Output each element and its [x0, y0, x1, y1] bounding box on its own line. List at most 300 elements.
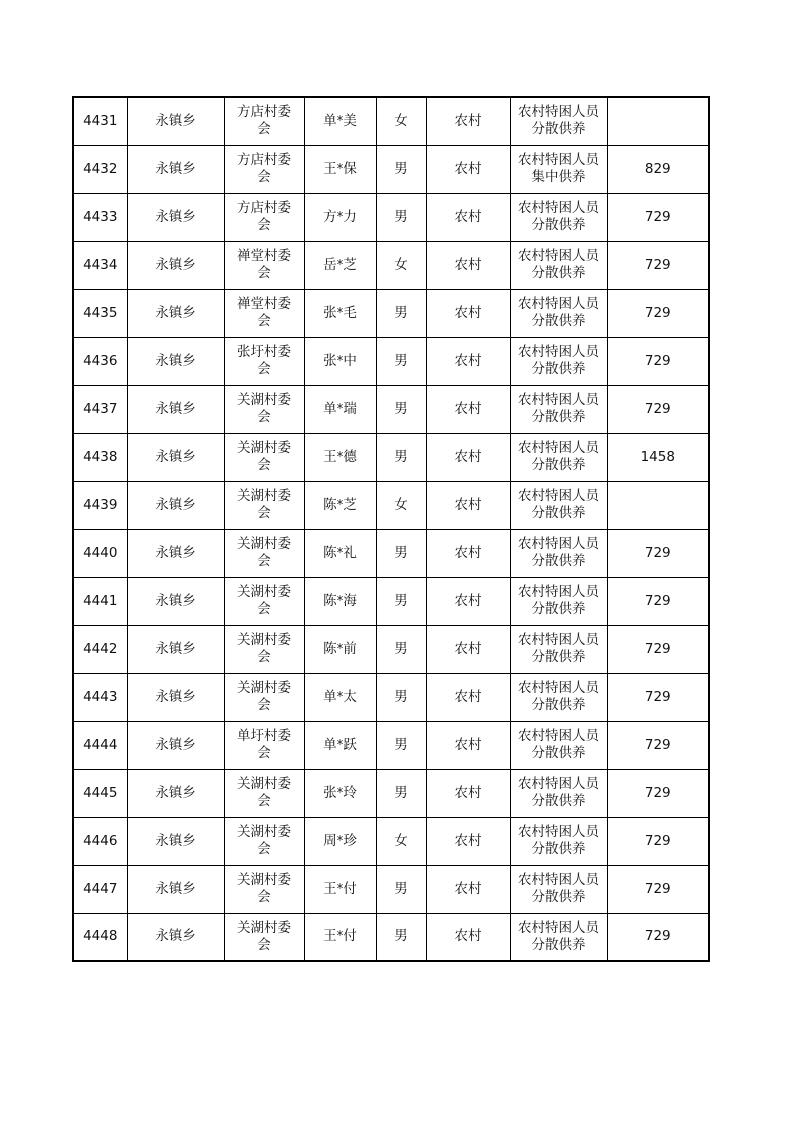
gender-cell-text: 男 [394, 208, 408, 225]
village-committee-cell-text: 方店村委会 [237, 104, 291, 138]
row-number-cell [73, 865, 127, 913]
gender-cell-text: 男 [394, 448, 408, 465]
gender-cell [376, 481, 426, 529]
table-body [73, 97, 709, 961]
amount-cell-text: 729 [644, 688, 671, 705]
support-category-cell [510, 145, 607, 193]
gender-cell-text: 男 [394, 544, 408, 561]
support-category-cell-text: 农村特困人员分散供养 [518, 632, 599, 665]
person-name-cell-text: 王*德 [323, 448, 357, 465]
village-committee-cell-text: 方店村委会 [237, 152, 291, 185]
person-name-cell [304, 241, 376, 289]
support-category-cell-text: 农村特困人员分散供养 [518, 824, 599, 857]
township-cell-text: 永镇乡 [155, 256, 196, 273]
row-number-cell-text: 4439 [83, 496, 118, 513]
area-type-cell [426, 817, 510, 865]
row-number-cell-text: 4432 [83, 160, 118, 177]
row-number-cell-text: 4431 [83, 112, 118, 129]
row-number-cell [73, 433, 127, 481]
township-cell-text: 永镇乡 [155, 496, 196, 513]
amount-cell-text: 729 [644, 592, 671, 609]
person-name-cell-text: 陈*前 [323, 640, 357, 657]
row-number-cell [73, 385, 127, 433]
area-type-cell-text: 农村 [454, 400, 482, 417]
support-category-cell [510, 433, 607, 481]
village-committee-cell [224, 529, 304, 577]
person-name-cell [304, 481, 376, 529]
support-category-cell-text: 农村特困人员分散供养 [518, 584, 599, 617]
amount-cell [607, 673, 709, 721]
village-committee-cell [224, 433, 304, 481]
area-type-cell [426, 721, 510, 769]
person-name-cell-text: 单*太 [323, 688, 357, 705]
amount-cell [607, 721, 709, 769]
table-row [73, 673, 709, 721]
row-number-cell-text: 4440 [83, 544, 118, 561]
township-cell [127, 97, 224, 145]
amount-cell [607, 577, 709, 625]
support-category-cell [510, 577, 607, 625]
gender-cell [376, 625, 426, 673]
gender-cell-text: 女 [394, 112, 408, 129]
area-type-cell [426, 865, 510, 913]
person-name-cell [304, 97, 376, 145]
row-number-cell [73, 145, 127, 193]
row-number-cell [73, 241, 127, 289]
gender-cell-text: 男 [394, 736, 408, 753]
area-type-cell-text: 农村 [454, 928, 482, 945]
township-cell-text: 永镇乡 [155, 208, 196, 225]
table-row [73, 625, 709, 673]
gender-cell [376, 865, 426, 913]
township-cell-text: 永镇乡 [155, 448, 196, 465]
support-category-cell [510, 337, 607, 385]
support-category-cell [510, 289, 607, 337]
township-cell-text: 永镇乡 [155, 160, 196, 177]
person-name-cell [304, 145, 376, 193]
area-type-cell [426, 97, 510, 145]
area-type-cell [426, 529, 510, 577]
village-committee-cell-text: 关湖村委会 [237, 488, 291, 521]
row-number-cell [73, 769, 127, 817]
village-committee-cell [224, 385, 304, 433]
gender-cell [376, 337, 426, 385]
village-committee-cell-text: 关湖村委会 [237, 919, 291, 953]
gender-cell [376, 769, 426, 817]
table-row [73, 721, 709, 769]
gender-cell [376, 817, 426, 865]
village-committee-cell-text: 禅堂村委会 [237, 296, 291, 329]
person-name-cell-text: 方*力 [323, 208, 357, 225]
person-name-cell-text: 张*玲 [323, 784, 357, 801]
gender-cell-text: 男 [394, 400, 408, 417]
village-committee-cell [224, 193, 304, 241]
township-cell [127, 385, 224, 433]
person-name-cell [304, 721, 376, 769]
amount-cell [607, 433, 709, 481]
village-committee-cell-text: 关湖村委会 [237, 392, 291, 425]
township-cell [127, 241, 224, 289]
support-category-cell-text: 农村特困人员分散供养 [518, 536, 599, 569]
row-number-cell-text: 4444 [83, 736, 118, 753]
village-committee-cell-text: 方店村委会 [237, 200, 291, 233]
township-cell [127, 913, 224, 961]
village-committee-cell [224, 913, 304, 961]
area-type-cell-text: 农村 [454, 304, 482, 321]
amount-cell [607, 337, 709, 385]
township-cell [127, 625, 224, 673]
gender-cell-text: 男 [394, 784, 408, 801]
table-row [73, 97, 709, 145]
township-cell-text: 永镇乡 [155, 592, 196, 609]
support-category-cell-text: 农村特困人员集中供养 [518, 152, 599, 185]
support-category-cell-text: 农村特困人员分散供养 [518, 392, 599, 425]
support-category-cell-text: 农村特困人员分散供养 [518, 680, 599, 713]
person-name-cell-text: 单*瑞 [323, 400, 357, 417]
amount-cell-text: 729 [644, 928, 671, 945]
support-category-cell-text: 农村特困人员分散供养 [518, 776, 599, 809]
person-name-cell [304, 289, 376, 337]
person-name-cell [304, 529, 376, 577]
township-cell-text: 永镇乡 [155, 928, 196, 945]
village-committee-cell [224, 241, 304, 289]
row-number-cell-text: 4435 [83, 304, 118, 321]
gender-cell-text: 男 [394, 160, 408, 177]
person-name-cell-text: 岳*芝 [323, 256, 357, 273]
gender-cell-text: 男 [394, 880, 408, 897]
village-committee-cell-text: 张圩村委会 [237, 344, 291, 377]
support-category-cell [510, 193, 607, 241]
village-committee-cell-text: 关湖村委会 [237, 584, 291, 617]
gender-cell [376, 97, 426, 145]
row-number-cell [73, 673, 127, 721]
row-number-cell [73, 577, 127, 625]
township-cell [127, 577, 224, 625]
support-category-cell-text: 农村特困人员分散供养 [518, 728, 599, 761]
village-committee-cell-text: 单圩村委会 [237, 728, 291, 761]
amount-cell [607, 769, 709, 817]
person-name-cell [304, 625, 376, 673]
township-cell [127, 769, 224, 817]
amount-cell-text: 729 [644, 832, 671, 849]
row-number-cell-text: 4443 [83, 688, 118, 705]
row-number-cell [73, 481, 127, 529]
area-type-cell-text: 农村 [454, 736, 482, 753]
gender-cell-text: 男 [394, 304, 408, 321]
area-type-cell-text: 农村 [454, 688, 482, 705]
row-number-cell-text: 4437 [83, 400, 118, 417]
area-type-cell [426, 145, 510, 193]
support-category-cell [510, 913, 607, 961]
support-category-cell-text: 农村特困人员分散供养 [518, 248, 599, 281]
township-cell [127, 817, 224, 865]
gender-cell-text: 女 [394, 256, 408, 273]
gender-cell [376, 193, 426, 241]
row-number-cell [73, 721, 127, 769]
area-type-cell [426, 337, 510, 385]
amount-cell-text: 729 [644, 880, 671, 897]
village-committee-cell [224, 97, 304, 145]
support-category-cell-text: 农村特困人员分散供养 [518, 872, 599, 905]
amount-cell [607, 481, 709, 529]
amount-cell-text: 1458 [640, 448, 675, 465]
area-type-cell-text: 农村 [454, 352, 482, 369]
village-committee-cell [224, 481, 304, 529]
row-number-cell [73, 337, 127, 385]
area-type-cell [426, 481, 510, 529]
person-name-cell-text: 陈*海 [323, 592, 357, 609]
support-category-cell [510, 769, 607, 817]
township-cell-text: 永镇乡 [155, 688, 196, 705]
village-committee-cell [224, 721, 304, 769]
township-cell-text: 永镇乡 [155, 784, 196, 801]
township-cell [127, 289, 224, 337]
row-number-cell [73, 193, 127, 241]
township-cell-text: 永镇乡 [155, 400, 196, 417]
area-type-cell [426, 913, 510, 961]
gender-cell-text: 女 [394, 496, 408, 513]
table-row [73, 337, 709, 385]
township-cell [127, 145, 224, 193]
row-number-cell-text: 4446 [83, 832, 118, 849]
amount-cell-text: 729 [644, 352, 671, 369]
person-name-cell-text: 陈*芝 [323, 496, 357, 513]
row-number-cell-text: 4445 [83, 784, 118, 801]
row-number-cell-text: 4448 [83, 928, 118, 945]
gender-cell-text: 男 [394, 928, 408, 945]
support-category-cell [510, 721, 607, 769]
village-committee-cell [224, 577, 304, 625]
township-cell-text: 永镇乡 [155, 112, 196, 129]
person-name-cell [304, 769, 376, 817]
gender-cell [376, 433, 426, 481]
amount-cell [607, 625, 709, 673]
gender-cell [376, 529, 426, 577]
row-number-cell [73, 97, 127, 145]
support-category-cell [510, 673, 607, 721]
person-name-cell-text: 张*中 [323, 352, 357, 369]
area-type-cell [426, 577, 510, 625]
amount-cell-text: 729 [644, 400, 671, 417]
table-row [73, 193, 709, 241]
amount-cell-text: 729 [644, 304, 671, 321]
row-number-cell [73, 913, 127, 961]
area-type-cell-text: 农村 [454, 448, 482, 465]
village-committee-cell [224, 145, 304, 193]
amount-cell-text: 729 [644, 640, 671, 657]
person-name-cell [304, 433, 376, 481]
township-cell [127, 721, 224, 769]
support-category-cell [510, 97, 607, 145]
table-row [73, 529, 709, 577]
gender-cell [376, 385, 426, 433]
row-number-cell-text: 4433 [83, 208, 118, 225]
person-name-cell [304, 193, 376, 241]
support-category-cell-text: 农村特困人员分散供养 [518, 488, 599, 521]
village-committee-cell [224, 289, 304, 337]
village-committee-cell-text: 关湖村委会 [237, 536, 291, 569]
gender-cell-text: 女 [394, 832, 408, 849]
township-cell-text: 永镇乡 [155, 880, 196, 897]
person-name-cell [304, 577, 376, 625]
village-committee-cell-text: 关湖村委会 [237, 776, 291, 809]
person-name-cell-text: 单*跃 [323, 736, 357, 753]
township-cell-text: 永镇乡 [155, 304, 196, 321]
row-number-cell [73, 625, 127, 673]
row-number-cell-text: 4441 [83, 592, 118, 609]
area-type-cell-text: 农村 [454, 640, 482, 657]
person-name-cell [304, 913, 376, 961]
support-category-cell [510, 625, 607, 673]
support-category-cell [510, 817, 607, 865]
row-number-cell [73, 817, 127, 865]
table-row [73, 433, 709, 481]
table-row [73, 481, 709, 529]
area-type-cell [426, 241, 510, 289]
area-type-cell-text: 农村 [454, 784, 482, 801]
person-name-cell-text: 张*毛 [323, 304, 357, 321]
area-type-cell [426, 625, 510, 673]
gender-cell [376, 721, 426, 769]
amount-cell [607, 385, 709, 433]
row-number-cell-text: 4436 [83, 352, 118, 369]
amount-cell-text: 729 [644, 784, 671, 801]
village-committee-cell-text: 禅堂村委会 [237, 248, 291, 281]
area-type-cell-text: 农村 [454, 112, 482, 129]
row-number-cell-text: 4447 [83, 880, 118, 897]
person-name-cell [304, 673, 376, 721]
person-name-cell-text: 陈*礼 [323, 544, 357, 561]
township-cell-text: 永镇乡 [155, 544, 196, 561]
beneficiary-table [72, 96, 710, 962]
amount-cell-text: 729 [644, 208, 671, 225]
amount-cell [607, 193, 709, 241]
area-type-cell [426, 673, 510, 721]
table-row [73, 769, 709, 817]
support-category-cell-text: 农村特困人员分散供养 [518, 919, 599, 953]
person-name-cell-text: 王*保 [323, 160, 357, 177]
area-type-cell-text: 农村 [454, 880, 482, 897]
support-category-cell [510, 241, 607, 289]
table-row [73, 145, 709, 193]
amount-cell [607, 289, 709, 337]
person-name-cell-text: 周*珍 [323, 832, 357, 849]
village-committee-cell [224, 625, 304, 673]
township-cell [127, 865, 224, 913]
support-category-cell [510, 481, 607, 529]
table-row [73, 385, 709, 433]
amount-cell [607, 913, 709, 961]
amount-cell [607, 97, 709, 145]
table-row [73, 913, 709, 961]
person-name-cell-text: 单*美 [323, 112, 357, 129]
village-committee-cell-text: 关湖村委会 [237, 632, 291, 665]
amount-cell [607, 865, 709, 913]
area-type-cell-text: 农村 [454, 496, 482, 513]
amount-cell [607, 145, 709, 193]
table-row [73, 865, 709, 913]
gender-cell [376, 289, 426, 337]
person-name-cell-text: 王*付 [323, 928, 357, 945]
gender-cell [376, 913, 426, 961]
village-committee-cell-text: 关湖村委会 [237, 872, 291, 905]
village-committee-cell-text: 关湖村委会 [237, 824, 291, 857]
amount-cell-text: 729 [644, 736, 671, 753]
area-type-cell-text: 农村 [454, 592, 482, 609]
gender-cell-text: 男 [394, 352, 408, 369]
area-type-cell-text: 农村 [454, 544, 482, 561]
gender-cell-text: 男 [394, 640, 408, 657]
township-cell [127, 529, 224, 577]
township-cell [127, 433, 224, 481]
row-number-cell-text: 4434 [83, 256, 118, 273]
gender-cell-text: 男 [394, 688, 408, 705]
township-cell-text: 永镇乡 [155, 832, 196, 849]
amount-cell [607, 817, 709, 865]
village-committee-cell [224, 673, 304, 721]
gender-cell [376, 241, 426, 289]
area-type-cell-text: 农村 [454, 832, 482, 849]
row-number-cell-text: 4438 [83, 448, 118, 465]
support-category-cell-text: 农村特困人员分散供养 [518, 104, 599, 138]
area-type-cell [426, 433, 510, 481]
township-cell [127, 337, 224, 385]
row-number-cell [73, 529, 127, 577]
amount-cell-text: 829 [644, 160, 671, 177]
amount-cell-text: 729 [644, 256, 671, 273]
person-name-cell [304, 337, 376, 385]
township-cell-text: 永镇乡 [155, 736, 196, 753]
table-row [73, 817, 709, 865]
area-type-cell-text: 农村 [454, 160, 482, 177]
area-type-cell [426, 385, 510, 433]
person-name-cell [304, 817, 376, 865]
table-row [73, 577, 709, 625]
support-category-cell-text: 农村特困人员分散供养 [518, 440, 599, 473]
amount-cell-text: 729 [644, 544, 671, 561]
support-category-cell [510, 385, 607, 433]
amount-cell [607, 529, 709, 577]
table-row [73, 241, 709, 289]
support-category-cell [510, 529, 607, 577]
area-type-cell-text: 农村 [454, 256, 482, 273]
row-number-cell [73, 289, 127, 337]
township-cell-text: 永镇乡 [155, 640, 196, 657]
township-cell-text: 永镇乡 [155, 352, 196, 369]
village-committee-cell [224, 769, 304, 817]
township-cell [127, 481, 224, 529]
support-category-cell-text: 农村特困人员分散供养 [518, 200, 599, 233]
area-type-cell [426, 289, 510, 337]
village-committee-cell [224, 817, 304, 865]
village-committee-cell-text: 关湖村委会 [237, 680, 291, 713]
gender-cell-text: 男 [394, 592, 408, 609]
village-committee-cell-text: 关湖村委会 [237, 440, 291, 473]
area-type-cell-text: 农村 [454, 208, 482, 225]
amount-cell [607, 241, 709, 289]
support-category-cell-text: 农村特困人员分散供养 [518, 296, 599, 329]
gender-cell [376, 577, 426, 625]
area-type-cell [426, 769, 510, 817]
township-cell [127, 193, 224, 241]
area-type-cell [426, 193, 510, 241]
table-row [73, 289, 709, 337]
person-name-cell-text: 王*付 [323, 880, 357, 897]
village-committee-cell [224, 865, 304, 913]
village-committee-cell [224, 337, 304, 385]
township-cell [127, 673, 224, 721]
row-number-cell-text: 4442 [83, 640, 118, 657]
